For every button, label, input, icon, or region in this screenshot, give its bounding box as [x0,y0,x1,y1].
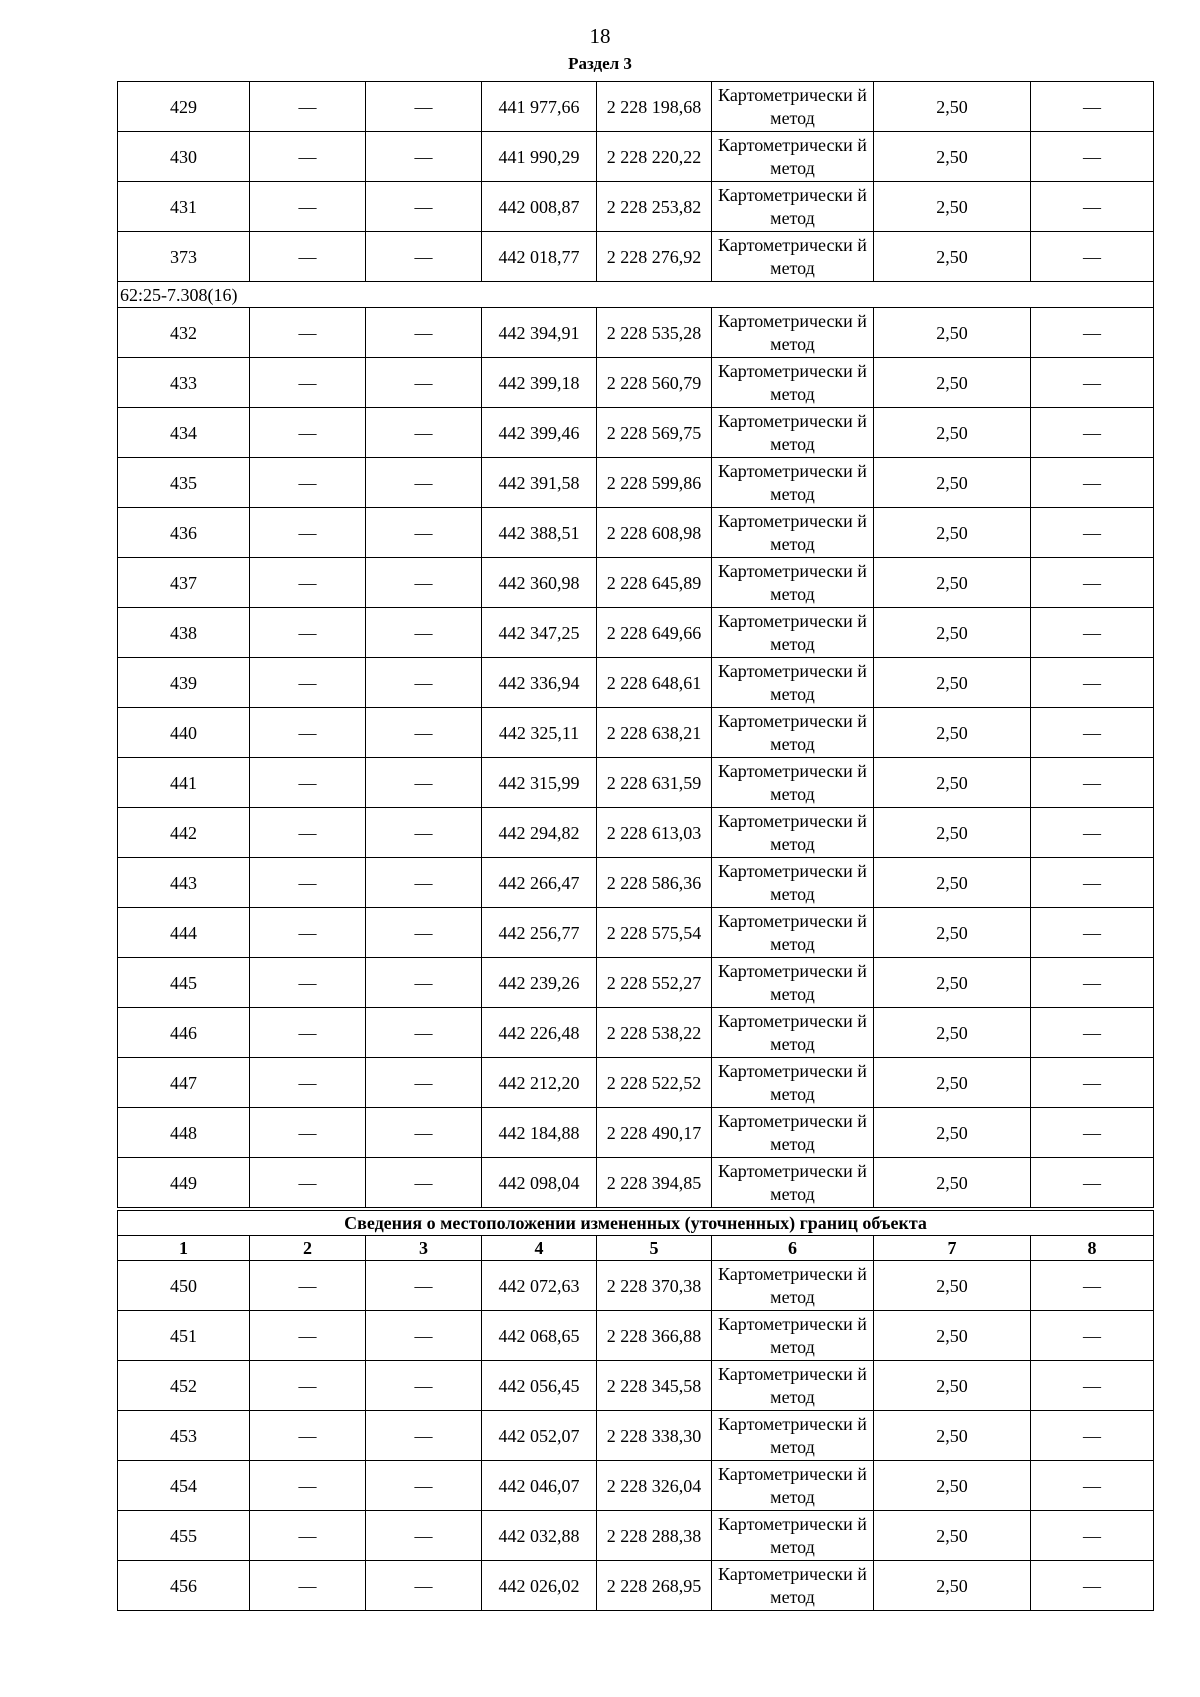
table-subsection-header [118,1209,1154,1261]
point-number-cell: 452 [118,1361,250,1411]
dash-cell: — [1031,1008,1154,1058]
method-cell: Картометрически й метод [712,508,874,558]
table-row [118,1361,1154,1411]
point-number-cell: 439 [118,658,250,708]
dash-cell: — [1031,1108,1154,1158]
point-number-cell: 456 [118,1561,250,1611]
dash-cell: — [1031,1511,1154,1561]
dash-cell: — [250,408,366,458]
point-number-cell: 437 [118,558,250,608]
coord-x-cell: 441 977,66 [482,82,597,132]
table-row [118,958,1154,1008]
method-cell: Картометрически й метод [712,858,874,908]
coord-y-cell: 2 228 370,38 [597,1261,712,1311]
table-row [118,658,1154,708]
coord-y-cell: 2 228 366,88 [597,1311,712,1361]
accuracy-cell: 2,50 [874,1108,1031,1158]
coord-y-cell: 2 228 631,59 [597,758,712,808]
dash-cell: — [250,1008,366,1058]
table-section-middle [118,308,1154,1210]
page-number: 18 [589,24,611,48]
dash-cell: — [366,458,482,508]
table-row [118,558,1154,608]
point-number-cell: 446 [118,1008,250,1058]
dash-cell: — [1031,458,1154,508]
dash-cell: — [366,1108,482,1158]
method-cell: Картометрически й метод [712,408,874,458]
column-number: 3 [366,1236,482,1261]
point-number-cell: 445 [118,958,250,1008]
accuracy-cell: 2,50 [874,1411,1031,1461]
coord-y-cell: 2 228 394,85 [597,1158,712,1210]
dash-cell: — [1031,1411,1154,1461]
dash-cell: — [1031,1158,1154,1210]
table-row [118,1158,1154,1210]
accuracy-cell: 2,50 [874,608,1031,658]
point-number-cell: 451 [118,1311,250,1361]
table-row [118,908,1154,958]
coord-x-cell: 442 266,47 [482,858,597,908]
accuracy-cell: 2,50 [874,1058,1031,1108]
dash-cell: — [366,708,482,758]
dash-cell: — [366,1058,482,1108]
coord-y-cell: 2 228 586,36 [597,858,712,908]
dash-cell: — [250,708,366,758]
dash-cell: — [366,1261,482,1311]
dash-cell: — [1031,1361,1154,1411]
table-row [118,458,1154,508]
accuracy-cell: 2,50 [874,908,1031,958]
method-cell: Картометрически й метод [712,658,874,708]
method-cell: Картометрически й метод [712,358,874,408]
coord-y-cell: 2 228 569,75 [597,408,712,458]
dash-cell: — [250,308,366,358]
point-number-cell: 440 [118,708,250,758]
dash-cell: — [250,232,366,282]
point-number-cell: 450 [118,1261,250,1311]
method-cell: Картометрически й метод [712,1511,874,1561]
subsection-heading: Сведения о местоположении измененных (уточненных) границ объекта [118,1209,1154,1236]
dash-cell: — [250,1261,366,1311]
table-row [118,858,1154,908]
dash-cell: — [250,608,366,658]
accuracy-cell: 2,50 [874,558,1031,608]
method-cell: Картометрически й метод [712,232,874,282]
dash-cell: — [250,1361,366,1411]
dash-cell: — [1031,308,1154,358]
dash-cell: — [366,608,482,658]
method-cell: Картометрически й метод [712,1261,874,1311]
table-row [118,708,1154,758]
accuracy-cell: 2,50 [874,508,1031,558]
coord-y-cell: 2 228 535,28 [597,308,712,358]
coord-y-cell: 2 228 198,68 [597,82,712,132]
dash-cell: — [1031,608,1154,658]
dash-cell: — [250,1461,366,1511]
point-number-cell: 442 [118,808,250,858]
coord-y-cell: 2 228 345,58 [597,1361,712,1411]
dash-cell: — [366,758,482,808]
point-number-cell: 373 [118,232,250,282]
accuracy-cell: 2,50 [874,958,1031,1008]
coord-y-cell: 2 228 613,03 [597,808,712,858]
coord-y-cell: 2 228 638,21 [597,708,712,758]
dash-cell: — [250,658,366,708]
point-number-cell: 438 [118,608,250,658]
method-cell: Картометрически й метод [712,1158,874,1210]
point-number-cell: 433 [118,358,250,408]
dash-cell: — [366,1158,482,1210]
coord-x-cell: 442 347,25 [482,608,597,658]
coord-x-cell: 442 391,58 [482,458,597,508]
dash-cell: — [1031,358,1154,408]
accuracy-cell: 2,50 [874,1511,1031,1561]
coord-x-cell: 442 068,65 [482,1311,597,1361]
coord-x-cell: 442 072,63 [482,1261,597,1311]
accuracy-cell: 2,50 [874,458,1031,508]
dash-cell: — [366,358,482,408]
dash-cell: — [1031,658,1154,708]
dash-cell: — [250,458,366,508]
dash-cell: — [366,1311,482,1361]
method-cell: Картометрически й метод [712,182,874,232]
table-row [118,1311,1154,1361]
accuracy-cell: 2,50 [874,1461,1031,1511]
coord-x-cell: 442 315,99 [482,758,597,808]
method-cell: Картометрически й метод [712,132,874,182]
accuracy-cell: 2,50 [874,1008,1031,1058]
column-number: 2 [250,1236,366,1261]
method-cell: Картометрически й метод [712,1561,874,1611]
group-label: 62:25-7.308(16) [118,282,1154,308]
dash-cell: — [366,1008,482,1058]
point-number-cell: 431 [118,182,250,232]
coord-y-cell: 2 228 608,98 [597,508,712,558]
coord-x-cell: 442 394,91 [482,308,597,358]
coord-y-cell: 2 228 560,79 [597,358,712,408]
dash-cell: — [366,232,482,282]
method-cell: Картометрически й метод [712,908,874,958]
dash-cell: — [250,1108,366,1158]
dash-cell: — [366,1411,482,1461]
coord-y-cell: 2 228 649,66 [597,608,712,658]
dash-cell: — [250,808,366,858]
dash-cell: — [250,1561,366,1611]
dash-cell: — [366,858,482,908]
coord-y-cell: 2 228 268,95 [597,1561,712,1611]
accuracy-cell: 2,50 [874,1311,1031,1361]
table-row [118,1008,1154,1058]
coord-x-cell: 442 056,45 [482,1361,597,1411]
coord-x-cell: 442 325,11 [482,708,597,758]
coord-x-cell: 442 239,26 [482,958,597,1008]
coordinates-table [117,81,1154,1611]
coord-x-cell: 442 098,04 [482,1158,597,1210]
dash-cell: — [250,182,366,232]
coord-x-cell: 442 018,77 [482,232,597,282]
dash-cell: — [1031,808,1154,858]
method-cell: Картометрически й метод [712,758,874,808]
accuracy-cell: 2,50 [874,82,1031,132]
table-row [118,82,1154,132]
accuracy-cell: 2,50 [874,858,1031,908]
coord-y-cell: 2 228 253,82 [597,182,712,232]
coord-x-cell: 442 226,48 [482,1008,597,1058]
coord-y-cell: 2 228 288,38 [597,1511,712,1561]
accuracy-cell: 2,50 [874,308,1031,358]
method-cell: Картометрически й метод [712,1008,874,1058]
dash-cell: — [1031,758,1154,808]
coord-y-cell: 2 228 575,54 [597,908,712,958]
coord-y-cell: 2 228 552,27 [597,958,712,1008]
method-cell: Картометрически й метод [712,808,874,858]
coord-x-cell: 442 388,51 [482,508,597,558]
coord-x-cell: 442 184,88 [482,1108,597,1158]
coord-y-cell: 2 228 338,30 [597,1411,712,1461]
point-number-cell: 441 [118,758,250,808]
accuracy-cell: 2,50 [874,408,1031,458]
table-row [118,1511,1154,1561]
accuracy-cell: 2,50 [874,1561,1031,1611]
dash-cell: — [1031,1461,1154,1511]
dash-cell: — [250,1511,366,1561]
table-row [118,182,1154,232]
accuracy-cell: 2,50 [874,808,1031,858]
accuracy-cell: 2,50 [874,132,1031,182]
coord-y-cell: 2 228 490,17 [597,1108,712,1158]
method-cell: Картометрически й метод [712,708,874,758]
dash-cell: — [1031,408,1154,458]
dash-cell: — [250,558,366,608]
table-row [118,1108,1154,1158]
dash-cell: — [366,958,482,1008]
coord-x-cell: 442 336,94 [482,658,597,708]
dash-cell: — [1031,182,1154,232]
table-row [118,358,1154,408]
table-row [118,1561,1154,1611]
dash-cell: — [1031,1561,1154,1611]
dash-cell: — [1031,232,1154,282]
coord-y-cell: 2 228 599,86 [597,458,712,508]
dash-cell: — [366,908,482,958]
dash-cell: — [366,132,482,182]
dash-cell: — [1031,82,1154,132]
dash-cell: — [250,132,366,182]
table-row [118,758,1154,808]
dash-cell: — [366,558,482,608]
table-group [118,282,1154,308]
table-section-bottom [118,1261,1154,1611]
coord-x-cell: 442 294,82 [482,808,597,858]
table-section-top [118,82,1154,282]
dash-cell: — [366,658,482,708]
dash-cell: — [1031,1261,1154,1311]
section-title: Раздел 3 [568,54,632,73]
dash-cell: — [250,358,366,408]
group-row [118,282,1154,308]
table-row [118,808,1154,858]
accuracy-cell: 2,50 [874,182,1031,232]
dash-cell: — [1031,1311,1154,1361]
method-cell: Картометрически й метод [712,958,874,1008]
coord-x-cell: 442 399,46 [482,408,597,458]
subsection-heading-row [118,1209,1154,1236]
table-row [118,132,1154,182]
method-cell: Картометрически й метод [712,458,874,508]
table-row [118,308,1154,358]
dash-cell: — [1031,958,1154,1008]
accuracy-cell: 2,50 [874,658,1031,708]
method-cell: Картометрически й метод [712,1311,874,1361]
dash-cell: — [366,1461,482,1511]
dash-cell: — [366,1561,482,1611]
coord-y-cell: 2 228 220,22 [597,132,712,182]
coord-x-cell: 442 256,77 [482,908,597,958]
accuracy-cell: 2,50 [874,758,1031,808]
point-number-cell: 447 [118,1058,250,1108]
method-cell: Картометрически й метод [712,82,874,132]
dash-cell: — [1031,1058,1154,1108]
dash-cell: — [366,1511,482,1561]
column-number: 1 [118,1236,250,1261]
dash-cell: — [250,1411,366,1461]
column-numbers-row [118,1236,1154,1261]
coord-x-cell: 442 360,98 [482,558,597,608]
dash-cell: — [366,808,482,858]
coord-x-cell: 442 052,07 [482,1411,597,1461]
column-number: 6 [712,1236,874,1261]
dash-cell: — [1031,908,1154,958]
table-row [118,408,1154,458]
method-cell: Картометрически й метод [712,1058,874,1108]
dash-cell: — [1031,508,1154,558]
dash-cell: — [366,408,482,458]
method-cell: Картометрически й метод [712,308,874,358]
method-cell: Картометрически й метод [712,1411,874,1461]
dash-cell: — [250,908,366,958]
point-number-cell: 444 [118,908,250,958]
dash-cell: — [366,1361,482,1411]
coord-x-cell: 442 212,20 [482,1058,597,1108]
method-cell: Картометрически й метод [712,608,874,658]
accuracy-cell: 2,50 [874,1158,1031,1210]
coord-x-cell: 442 032,88 [482,1511,597,1561]
point-number-cell: 436 [118,508,250,558]
point-number-cell: 455 [118,1511,250,1561]
coord-x-cell: 442 008,87 [482,182,597,232]
coord-y-cell: 2 228 648,61 [597,658,712,708]
accuracy-cell: 2,50 [874,1261,1031,1311]
dash-cell: — [366,508,482,558]
coord-x-cell: 442 399,18 [482,358,597,408]
dash-cell: — [250,758,366,808]
accuracy-cell: 2,50 [874,232,1031,282]
method-cell: Картометрически й метод [712,1461,874,1511]
point-number-cell: 449 [118,1158,250,1210]
point-number-cell: 448 [118,1108,250,1158]
coord-x-cell: 442 026,02 [482,1561,597,1611]
dash-cell: — [366,182,482,232]
coord-y-cell: 2 228 538,22 [597,1008,712,1058]
accuracy-cell: 2,50 [874,1361,1031,1411]
point-number-cell: 429 [118,82,250,132]
coord-y-cell: 2 228 645,89 [597,558,712,608]
dash-cell: — [250,82,366,132]
dash-cell: — [1031,858,1154,908]
dash-cell: — [250,1058,366,1108]
dash-cell: — [1031,132,1154,182]
point-number-cell: 454 [118,1461,250,1511]
column-number: 7 [874,1236,1031,1261]
dash-cell: — [366,308,482,358]
point-number-cell: 432 [118,308,250,358]
accuracy-cell: 2,50 [874,708,1031,758]
coord-x-cell: 441 990,29 [482,132,597,182]
dash-cell: — [250,508,366,558]
column-number: 8 [1031,1236,1154,1261]
dash-cell: — [1031,558,1154,608]
dash-cell: — [250,858,366,908]
table-row [118,1461,1154,1511]
table-row [118,508,1154,558]
accuracy-cell: 2,50 [874,358,1031,408]
table-row [118,1261,1154,1311]
table-row [118,232,1154,282]
point-number-cell: 453 [118,1411,250,1461]
point-number-cell: 430 [118,132,250,182]
dash-cell: — [250,958,366,1008]
method-cell: Картометрически й метод [712,558,874,608]
coord-y-cell: 2 228 326,04 [597,1461,712,1511]
table-row [118,1411,1154,1461]
method-cell: Картометрически й метод [712,1108,874,1158]
table-row [118,1058,1154,1108]
dash-cell: — [366,82,482,132]
coord-x-cell: 442 046,07 [482,1461,597,1511]
method-cell: Картометрически й метод [712,1361,874,1411]
coord-y-cell: 2 228 276,92 [597,232,712,282]
dash-cell: — [250,1311,366,1361]
table-row [118,608,1154,658]
column-number: 4 [482,1236,597,1261]
point-number-cell: 443 [118,858,250,908]
coord-y-cell: 2 228 522,52 [597,1058,712,1108]
column-number: 5 [597,1236,712,1261]
point-number-cell: 434 [118,408,250,458]
dash-cell: — [1031,708,1154,758]
dash-cell: — [250,1158,366,1210]
point-number-cell: 435 [118,458,250,508]
